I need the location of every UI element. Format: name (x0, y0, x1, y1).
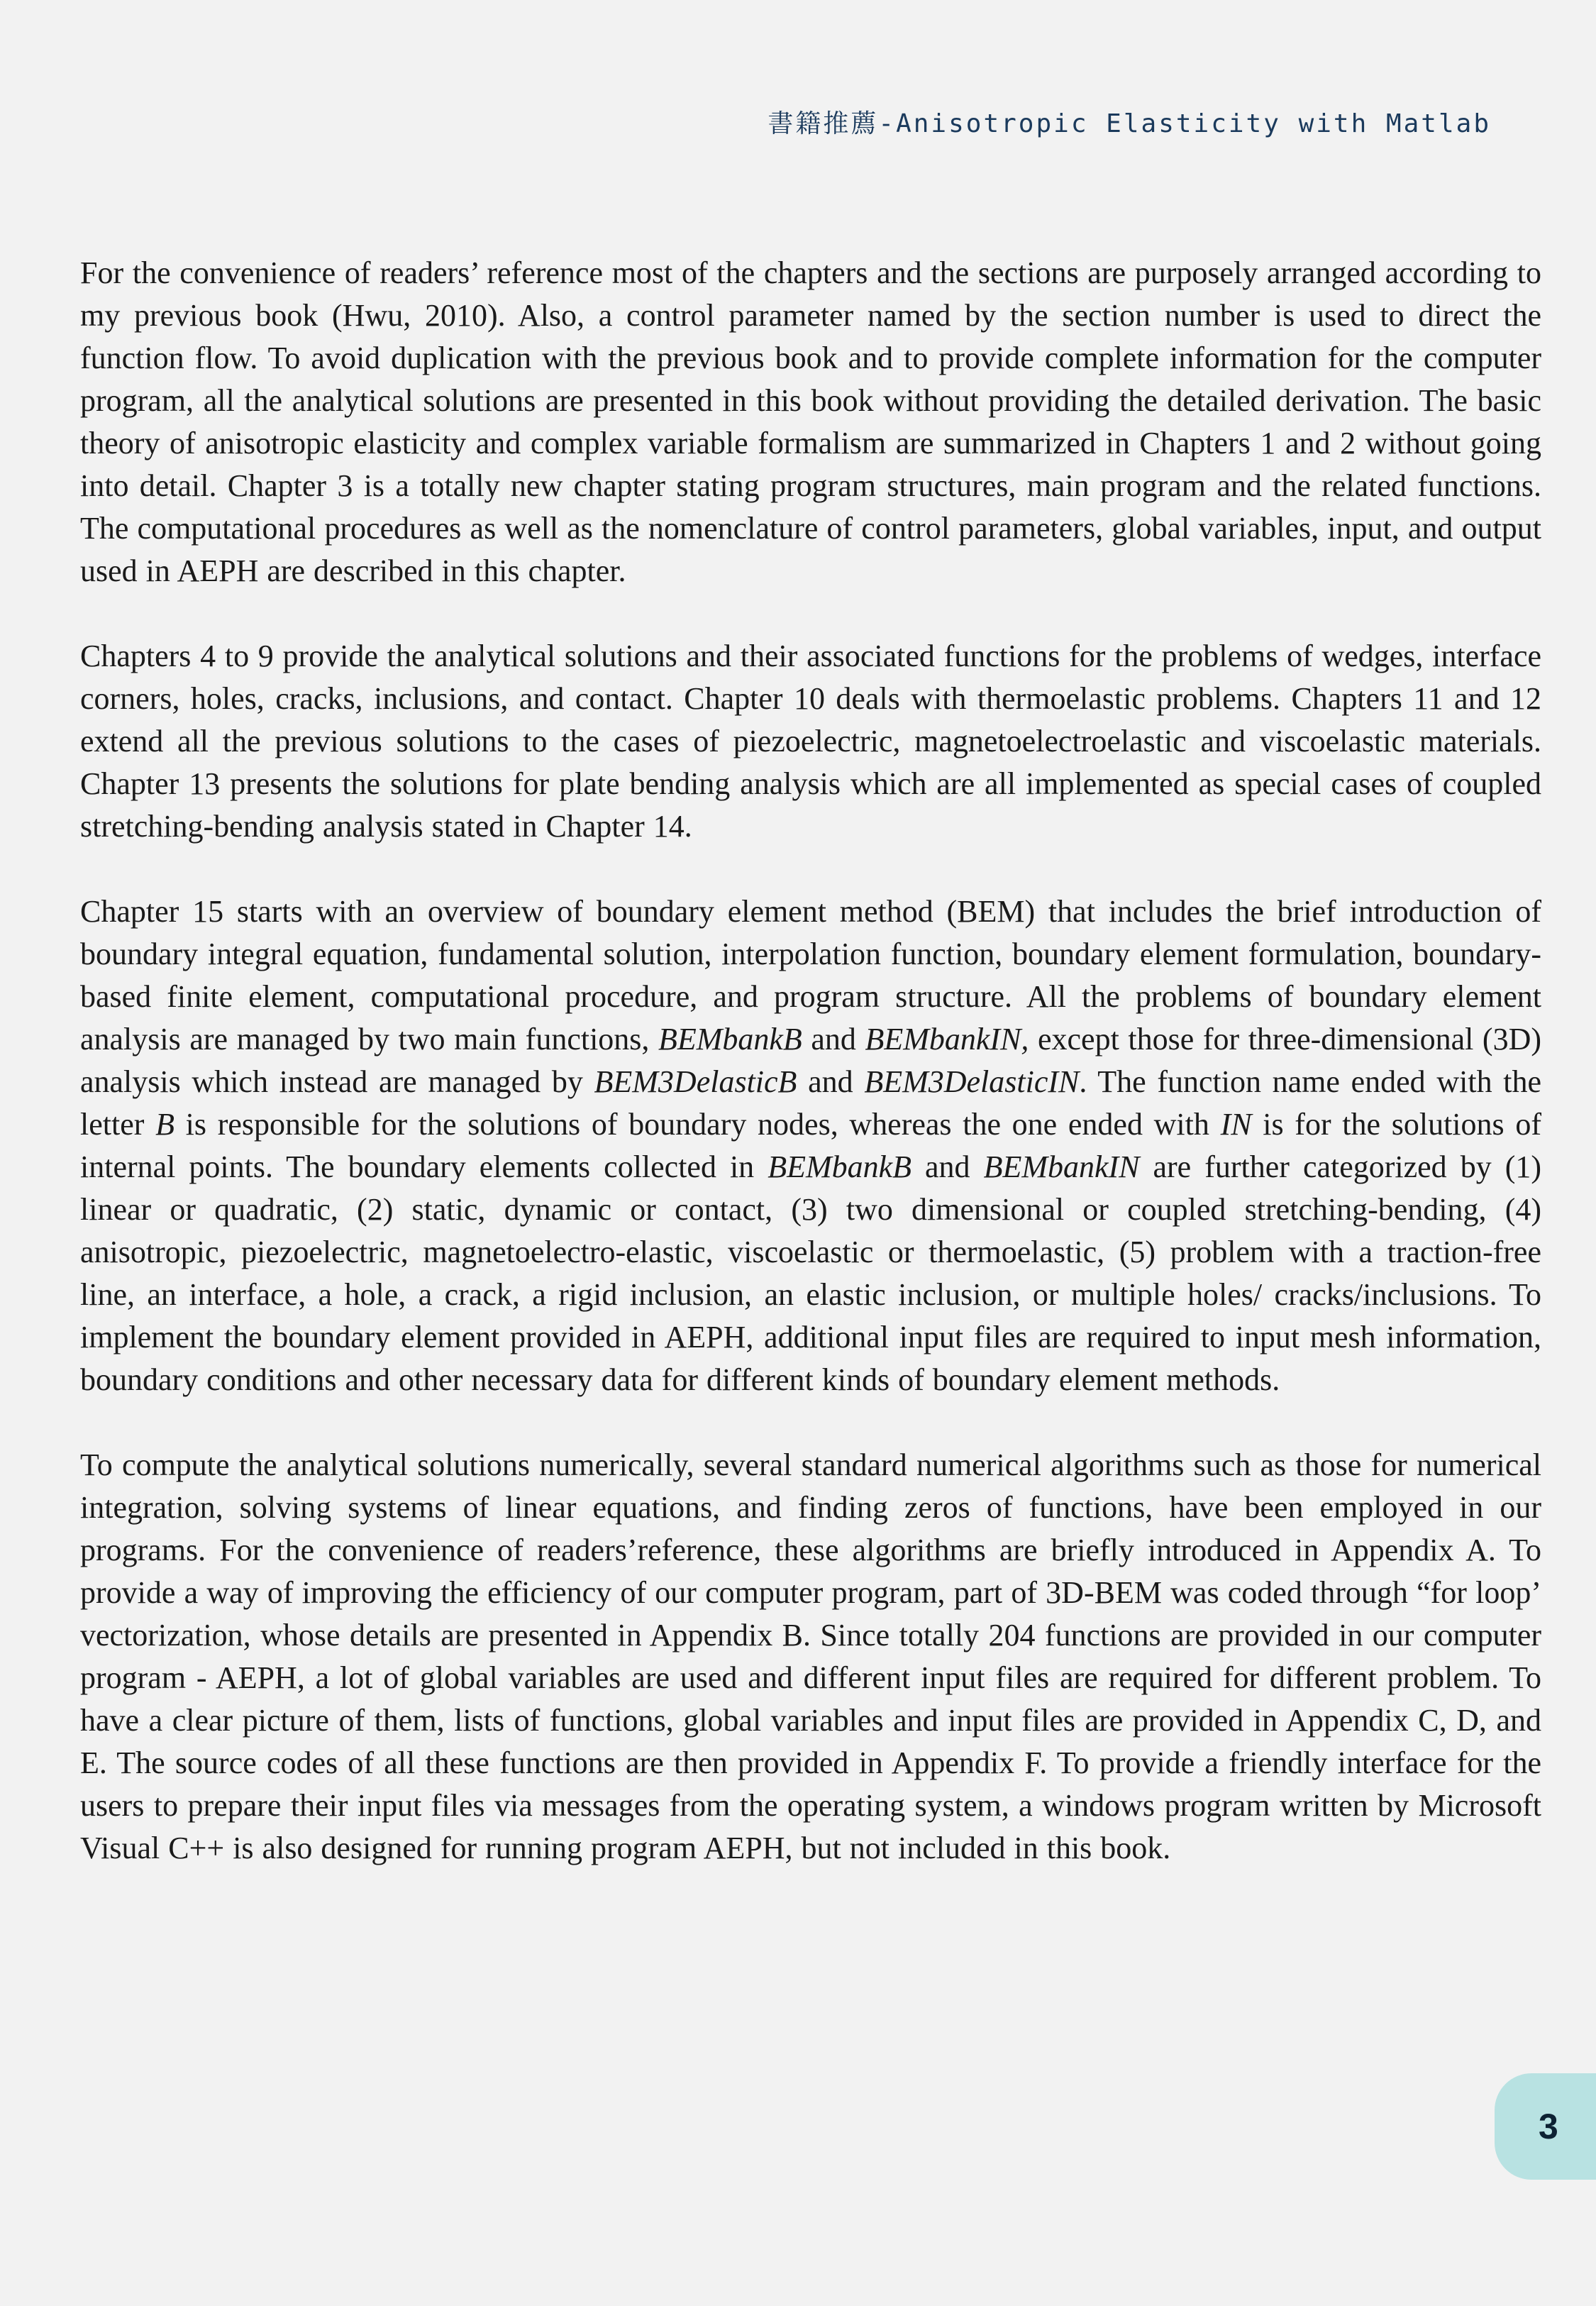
text-run: . The function name ended with the letter (80, 1064, 1542, 1142)
running-header: 書籍推薦-Anisotropic Elasticity with Matlab (767, 109, 1491, 138)
page-number-tab (1495, 2073, 1596, 2180)
italic-function-name: BEMbankB (658, 1022, 802, 1057)
text-run: and (911, 1149, 984, 1184)
italic-function-name: B (155, 1107, 174, 1142)
italic-function-name: BEMbankIN, (865, 1022, 1029, 1057)
italic-function-name: IN (1220, 1107, 1252, 1142)
text-run: For the convenience of readers’ reference most of the chapters and the sections are purposely arranged according to my previous book (Hwu, 2010). Also, a control parameter named by the section number is used to direct the function flow. To avoid duplication with the previous book and to provide complete information for the computer program, all the analytical solutions are presented in this book without providing the detailed derivation. The basic theory of anisotropic elasticity and complex variable formalism are summarized in Chapters 1 and 2 without going into detail. Chapter 3 is a totally new chapter stating program structures, main program and the related functions. The computational procedures as well as the nomenclature of control parameters, global variables, input, and output used in AEPH are described in this chapter. (80, 255, 1541, 588)
italic-function-name: BEM3DelasticB (594, 1064, 797, 1099)
body-paragraph (80, 252, 1541, 592)
body-paragraph (80, 635, 1541, 848)
text-run: Chapters 4 to 9 provide the analytical solutions and their associated functions for the problems of wedges, interface corners, holes, cracks, inclusions, and contact. Chapter 10 deals with thermoelastic problems. Chapters 11 and 12 extend all the previous solutions to the cases of piezoelectric, magnetoelectroelastic and viscoelastic materials. Chapter 13 presents the solutions for plate bending analysis which are all implemented as special cases of coupled stretching-bending analysis stated in Chapter 14. (80, 639, 1541, 844)
text-run: are further categorized by (1) linear or quadratic, (2) static, dynamic or contact, (3) two dimensional or coupled stretching-bending, (4) anisotropic, piezoelectric, magnetoelectro-elastic, viscoelastic or thermoelastic, (5) problem with a traction-free line, an interface, a hole, a crack, a rigid inclusion, an elastic inclusion, or multiple holes/ cracks/inclusions. To implement the boundary element provided in AEPH, additional input files are required to input mesh information, boundary conditions and other necessary data for different kinds of boundary element methods. (80, 1149, 1542, 1397)
text-run: except those for three-dimensional (3D) analysis which instead are managed by (80, 1022, 1542, 1099)
italic-function-name: BEMbankIN (983, 1149, 1140, 1184)
page-number: 3 (1539, 2107, 1558, 2146)
text-run: To compute the analytical solutions numerically, several standard numerical algorithms such as those for numerical integration, solving systems of linear equations, and finding zeros of functions, have been employed in our programs. For the convenience of readers’reference, these algorithms are briefly introduced in Appendix A. To provide a way of improving the efficiency of our computer program, part of 3D-BEM was coded through “for loop’ vectorization, whose details are presented in Appendix B. Since totally 204 functions are provided in our computer program - AEPH, a lot of global variables are used and different input files are required for different problem. To have a clear picture of them, lists of functions, global variables and input files are provided in Appendix C, D, and E. The source codes of all these functions are then provided in Appendix F. To provide a friendly interface for the users to prepare their input files via messages from the operating system, a windows program written by Microsoft Visual C++ is also designed for running program AEPH, but not included in this book. (80, 1447, 1541, 1865)
text-run: and (802, 1022, 865, 1057)
text-run: Chapter 15 starts with an overview of boundary element method (BEM) that includes the brief introduction of boundary integral equation, fundamental solution, interpolation function, boundary element formulation, boundary-based finite element, computational procedure, and program structure. All the problems of boundary element analysis are managed by two main functions, (80, 894, 1541, 1057)
body-text (80, 252, 1541, 1912)
body-paragraph (80, 1444, 1541, 1870)
italic-function-name: BEMbankB (767, 1149, 912, 1184)
body-paragraph (80, 890, 1541, 1401)
text-run: is responsible for the solutions of boundary nodes, whereas the one ended with (174, 1107, 1221, 1142)
text-run: is for the solutions of internal points. The boundary elements collected in (80, 1107, 1541, 1184)
text-run: and (797, 1064, 865, 1099)
italic-function-name: BEM3DelasticIN (864, 1064, 1080, 1099)
